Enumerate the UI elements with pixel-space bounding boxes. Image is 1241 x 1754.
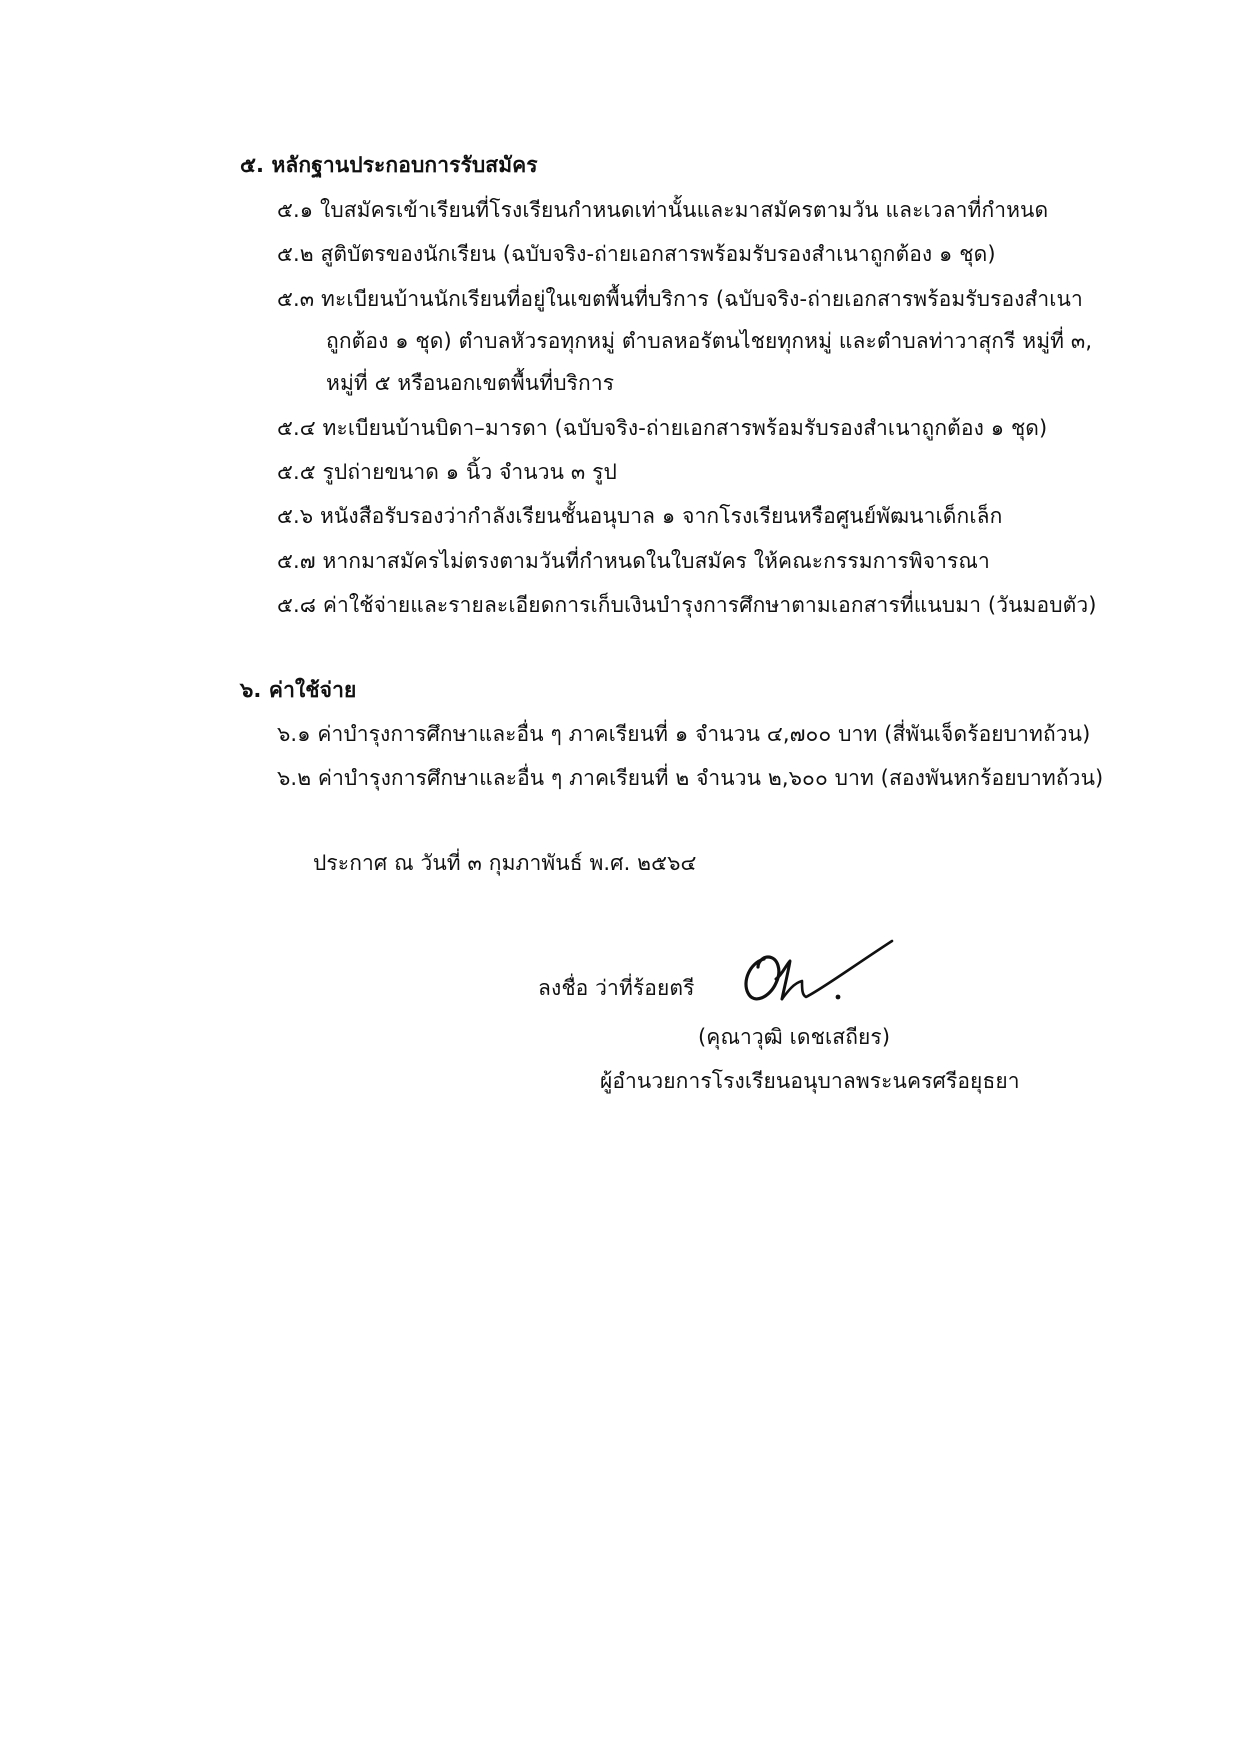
item-5-3-continued: ถูกต้อง ๑ ชุด) ตำบลหัวรอทุกหมู่ ตำบลหอรัตนไชยทุกหมู่ และตำบลท่าวาสุกรี หมู่ที่ ๓, [326, 329, 1093, 353]
item-5-4 [277, 413, 1047, 443]
item-5-1 [277, 195, 1048, 225]
item-number: ๕.๘ [277, 593, 317, 617]
item-number: ๕.๖ [277, 504, 314, 528]
item-5-5 [277, 457, 617, 487]
item-5-8 [277, 590, 1097, 620]
item-number: ๕.๗ [277, 549, 316, 573]
item-text: รูปถ่ายขนาด ๑ นิ้ว จำนวน ๓ รูป [322, 460, 617, 484]
item-5-2 [277, 239, 996, 269]
item-text: หากมาสมัครไม่ตรงตามวันที่กำหนดในใบสมัคร ให้คณะกรรมการพิจารณา [322, 549, 990, 573]
signatory-name: (คุณาวุฒิ เดชเสถียร) [698, 1025, 891, 1049]
item-text: ค่าใช้จ่ายและรายละเอียดการเก็บเงินบำรุงการศึกษาตามเอกสารที่แนบมา (วันมอบตัว) [322, 593, 1097, 617]
item-5-3-continued: หมู่ที่ ๕ หรือนอกเขตพื้นที่บริการ [326, 371, 615, 395]
item-text: สูติบัตรของนักเรียน (ฉบับจริง-ถ่ายเอกสารพร้อมรับรองสำเนาถูกต้อง ๑ ชุด) [320, 242, 996, 266]
cost-item-6-2: ๖.๒ ค่าบำรุงการศึกษาและอื่น ๆ ภาคเรียนที่ ๒ จำนวน ๒,๖๐๐ บาท (สองพันหกร้อยบาทถ้วน) [277, 766, 1104, 790]
handwritten-signature [732, 937, 900, 1013]
section-5-heading: ๕. หลักฐานประกอบการรับสมัคร [240, 153, 538, 177]
item-number: ๕.๓ [277, 287, 315, 311]
section-6-heading: ๖. ค่าใช้จ่าย [240, 678, 357, 702]
item-text: ใบสมัครเข้าเรียนที่โรงเรียนกำหนดเท่านั้นและมาสมัครตามวัน และเวลาที่กำหนด [319, 198, 1049, 222]
item-text: หนังสือรับรองว่ากำลังเรียนชั้นอนุบาล ๑ จากโรงเรียนหรือศูนย์พัฒนาเด็กเล็ก [319, 504, 1003, 528]
item-5-3 [277, 284, 1083, 314]
announcement-date: ประกาศ ณ วันที่ ๓ กุมภาพันธ์ พ.ศ. ๒๕๖๔ [313, 851, 697, 875]
sign-label: ลงชื่อ ว่าที่ร้อยตรี [538, 976, 695, 1000]
item-5-6 [277, 501, 1002, 531]
item-number: ๕.๒ [277, 242, 314, 266]
item-number: ๕.๕ [277, 460, 316, 484]
item-number: ๕.๔ [277, 416, 316, 440]
item-text: ทะเบียนบ้านนักเรียนที่อยู่ในเขตพื้นที่บริการ (ฉบับจริง-ถ่ายเอกสารพร้อมรับรองสำเนา [321, 287, 1083, 311]
item-text: ทะเบียนบ้านบิดา–มารดา (ฉบับจริง-ถ่ายเอกสารพร้อมรับรองสำเนาถูกต้อง ๑ ชุด) [322, 416, 1048, 440]
signatory-position: ผู้อำนวยการโรงเรียนอนุบาลพระนครศรีอยุธยา [600, 1069, 1020, 1093]
item-number: ๕.๑ [277, 198, 314, 222]
item-5-7 [277, 546, 990, 576]
cost-item-6-1: ๖.๑ ค่าบำรุงการศึกษาและอื่น ๆ ภาคเรียนที่ ๑ จำนวน ๔,๗๐๐ บาท (สี่พันเจ็ดร้อยบาทถ้วน) [277, 722, 1091, 746]
